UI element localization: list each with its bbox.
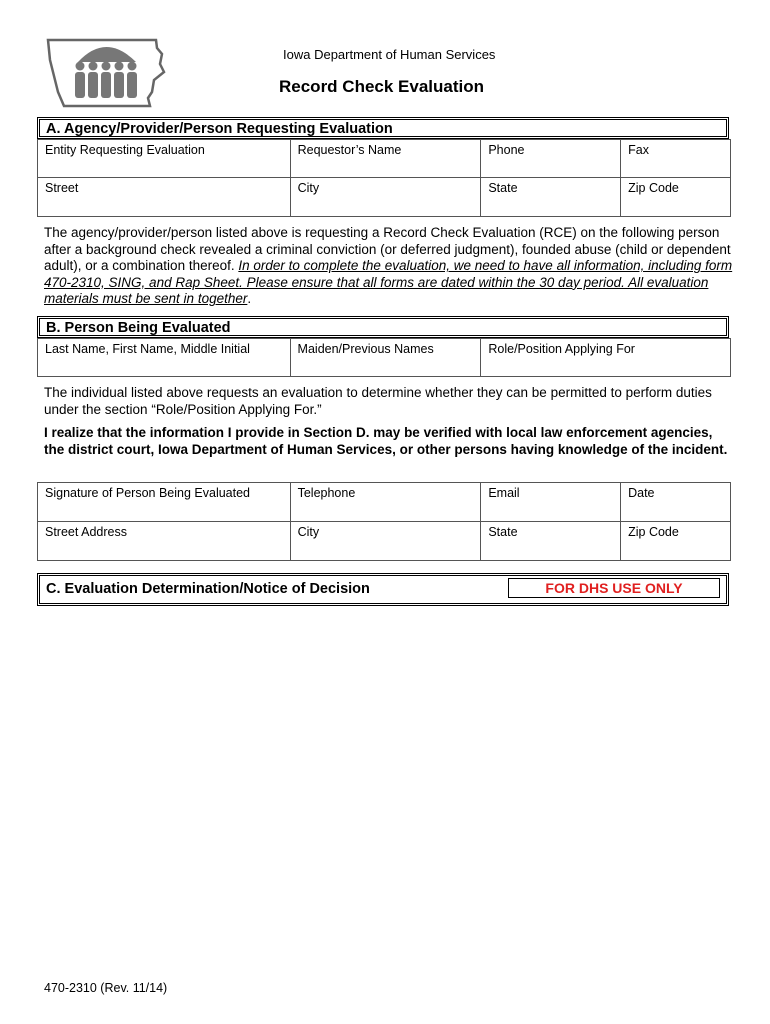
- fax-field[interactable]: Fax: [621, 140, 731, 178]
- maiden-names-field[interactable]: Maiden/Previous Names: [290, 339, 481, 377]
- state-field[interactable]: State: [481, 178, 621, 217]
- section-a-header: [37, 117, 729, 139]
- section-a-heading: A. Agency/Provider/Person Requesting Evaluation: [46, 121, 393, 137]
- evaluated-state-field[interactable]: State: [481, 522, 621, 561]
- phone-field[interactable]: Phone: [481, 140, 621, 178]
- section-b-table-bottom: [37, 482, 731, 561]
- role-position-field[interactable]: Role/Position Applying For: [481, 339, 731, 377]
- iowa-dhs-logo-icon: [44, 36, 166, 110]
- telephone-field[interactable]: Telephone: [290, 483, 481, 522]
- dhs-use-only-badge: FOR DHS USE ONLY: [508, 578, 720, 598]
- submission-instructions: In order to complete the evaluation, we need to have all information, including form 470-2310, SING, and Rap Sheet. Please ensure that all forms are dated within the 30 day period. All evaluation materials must be sent in together: [44, 258, 733, 307]
- rce-description: The agency/provider/person listed above is requesting a Record Check Evaluation (RCE) on the following person after a background check revealed a criminal conviction (or deferred judgment), founded abuse (child or dependent adult), or a combination thereof.: [44, 225, 731, 274]
- section-a-paragraph: [44, 225, 734, 308]
- section-b-header: [37, 316, 729, 338]
- paragraph-end: .: [247, 291, 252, 307]
- page-title: Record Check Evaluation: [279, 77, 485, 96]
- entity-requesting-field[interactable]: Entity Requesting Evaluation: [38, 140, 291, 178]
- requestor-name-field[interactable]: Requestor’s Name: [290, 140, 481, 178]
- evaluated-zip-field[interactable]: Zip Code: [621, 522, 731, 561]
- section-b-table-top: [37, 338, 731, 377]
- street-address-field[interactable]: Street Address: [38, 522, 291, 561]
- form-number: 470-2310 (Rev. 11/14): [44, 981, 168, 995]
- city-field[interactable]: City: [290, 178, 481, 217]
- section-b-heading: B. Person Being Evaluated: [46, 320, 231, 336]
- email-field[interactable]: Email: [481, 483, 621, 522]
- section-c-heading: C. Evaluation Determination/Notice of Decision: [46, 581, 370, 597]
- agency-name: Iowa Department of Human Services: [283, 47, 496, 62]
- date-field[interactable]: Date: [621, 483, 731, 522]
- section-a-table: [37, 139, 731, 217]
- section-b-paragraph: The individual listed above requests an evaluation to determine whether they can be permitted to perform duties under the section “Role/Position Applying For.”: [44, 385, 712, 417]
- full-name-field[interactable]: Last Name, First Name, Middle Initial: [38, 339, 291, 377]
- evaluated-city-field[interactable]: City: [290, 522, 481, 561]
- signature-field[interactable]: Signature of Person Being Evaluated: [38, 483, 291, 522]
- street-field[interactable]: Street: [38, 178, 291, 217]
- verification-notice: I realize that the information I provide in Section D. may be verified with local law enforcement agencies, the district court, Iowa Department of Human Services, or other persons having knowledge of the incident.: [44, 425, 728, 457]
- zip-code-field[interactable]: Zip Code: [621, 178, 731, 217]
